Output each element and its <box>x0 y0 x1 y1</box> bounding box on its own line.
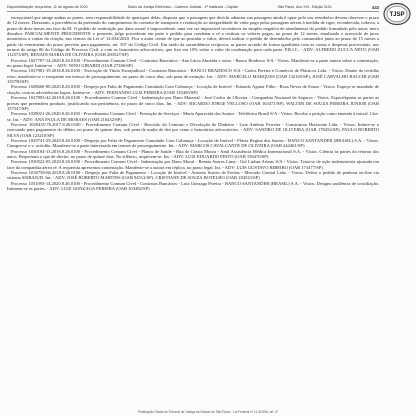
notice-paragraph: Processo 1030522-05.2020.8.26.0100 - Procedimento Comum Cível - Indenização por Dano Moral - Renata Soares Lima - Gol Linhas Aéreas S/A - Vistos. Trata-se de ação indenizatória ajuizada em face da companhia aérea ré. A requerida apresentou contestação. Manifeste-se a autora em réplica, no prazo legal. Int. - ADV: LUIS GUSTAVO RIBEIRO (OAB 173477/SP) <box>7 159 379 170</box>
publication-body <box>7 15 379 191</box>
notice-paragraph: Processo 1029741-29.2020.8.26.0100 - Despejo por Falta de Pagamento Cumulado Com Cobrança - Locação de Imóvel - Flávia Regina dos Santos - BANCO SANTANDER (BRASIL) S.A. - Vistos. Cumpra-se o v. acórdão. Manifeste-se a parte interessada em termos de prosseguimento. Int. - ADV: MARCOS CAVALCANTE DE OLIVEIRA (OAB 244461/SP) <box>7 137 379 149</box>
header-journal: Diário da Justiça Eletrônico - Caderno Judicial - 1ª Instância - Capital <box>127 5 238 9</box>
notice-paragraph: Processo 1031093-14.2020.8.26.0100 - Procedimento Comum Cível - Contratos Bancários - Luiz Gonzaga Pereira - BANCO SANTANDER (BRASIL) S.A. - Vistos. Designo audiência de conciliação. Intimem-se as partes. - ADV: LUIZ GONZAGA PEREIRA (OAB 103492/SP) <box>7 180 379 191</box>
notice-paragraph: Processo 1030758-66.2018.8.26.0100 - Despejo por Falta de Pagamento - Locação de Imóvel - Antonio Soares de Freitas - Mercado Central Ltda. - Vistos. Defiro o pedido de penhora on-line via sistema SISBAJUD. Int. - ADV: JOSÉ ROBERTO MARTINS (OAB 94512/SP), CRISTIANE DE SOUZA BOTELHO (OAB 184523/SP) <box>7 169 379 181</box>
notice-paragraph: excepcional que atinge ambas as partes, sem responsabilidade de quaisquer delas, disposta que a passagem que decidir adiantar sua passagem ainda é optar pelo seu reembolso devem observar o prazo de 12 meses. Deixaram, a providência da pretensão do cumprimento do contrato de transporte e restituição ao integralidade do valor pago pelas passagens aéreas à medida de rigor, reconhecida, todavia, a prazo de doze meses em face da M. O pedido de restituição por dano moral é improcedente, uma vez ser impossível reconhecer na simples negativa de atendimento do pedido formulado pelo autor, mero dissabor. PARCIALMENTE PROCEDENTE o presente, julgo procedente em parte o pedido para condenar a ré a restituir os valores pagos, no prazo de 12 meses, atualizado e acrescido de juros moratórios a contar da citação, nos termos da Lei n° 14.034/2020. Fica o autor ciente de que ao postular o valor, deverá indicar o pedido de desembolso pelo consumidor junto ao prazo de 15 meses a partir do vencimento do prazo previsto para pagamento, art. 397 do Código Civil. Em razão da sucumbência recíproca, as partes arcarão de forma igualitária com as custas e despesas processuais, nos termos do artigo 86 do Código de Processo Civil, e com os honorários advocatícios, que fixo em 10% sobre o valor da condenação para cada parte. P.R.I.C. - ADV: ALFREDO ZUCCA NETO (OAB 112573/SP), RENATE MARIA DE OLIVEIRA (OAB 200527/SP) <box>7 15 379 58</box>
notice-paragraph: Processo 1027993-42.2019.8.26.0100 - Procedimento Comum Cível - Indenização por Dano Material - José Carlos de Oliveira - Companhia Nacional de Seguros - Vistos. Especifiquem as partes as provas que pretendem produzir, justificando sua pertinência, no prazo de cinco dias. Int. - ADV: RICARDO JORGE VELLOSO (OAB 163471/SP), WALTER DE SOUZA PEREIRA JUNIOR (OAB 157547/SP) <box>7 95 379 111</box>
page-footer: Publicação Oficial do Tribunal de Justiça do Estado de São Paulo - Lei Federal nº 11.419/06, art. 4º <box>137 410 279 414</box>
notice-paragraph: Processo 1028660-80.2020.8.26.0100 - Despejo por Falta de Pagamento Cumulado Com Cobrança - Locação de Imóvel - Eduardo Aguiar Filho - Rosa Neves de Souza - Vistos. Expeça-se mandado de citação, com as advertências legais. Intime-se. - ADV: FERNANDO LUIZ PEREIRA (OAB 135465/SP) <box>7 84 379 95</box>
notice-paragraph: Processo 1030184-13.2016.8.26.0100 - Procedimento Comum Cível - Planos de Saúde - Rita de Cássia Moura - Amil Assistência Médica Internacional S.A. - Vistos. Ciência às partes do retorno dos autos. Requeiram o que de direito, no prazo de quinze dias. No silêncio, arquivem-se. Int. - ADV: LUIZ EDUARDO PINTO (OAB 158470/SP) <box>7 148 379 159</box>
header-edition: São Paulo, Ano XIII - Edição 3101 <box>277 5 332 9</box>
seal-text: TJSP <box>389 12 405 19</box>
court-seal-icon <box>382 2 412 26</box>
notice-paragraph: Processo 1029021-26.2020.8.26.0100 - Procedimento Comum Cível - Prestação de Serviços - Maria Aparecida dos Santos - Telefônica Brasil S/A - Vistos. Recebo a petição como emenda à inicial. Cite-se. Int. - ADV: ANA PAULA DE MORAES (OAB 216432/SP) <box>7 111 379 122</box>
page-number: 443 <box>371 5 379 10</box>
notice-paragraph: Processo 1027787-14.2020.8.26.0100 - Procedimento Comum Cível - Contratos Bancários - Ana Lúcia Almeida e outro - Banco Bradesco S/A - Vistos. Manifeste-se a parte autora sobre a contestação, no prazo legal. Intime-se. - ADV: NINO GIRARDI (OAB 27386/SP) <box>7 57 379 69</box>
notice-paragraph: Processo 1027981-19.2016.8.26.0100 - Execução de Título Extrajudicial - Contratos Bancários - BANCO BRADESCO S/A - Carlos Pereira e Comércio de Plásticos Ltda. - Vistos. Diante da certidão retro, manifeste-se o exequente em termos de prosseguimento, no prazo de cinco dias, sob pena de extinção. Int. - ADV: MARCELO MARQUES (OAB 132165/SP), JOSÉ CARVALHO BACCHI (OAB 135790/SP) <box>7 68 379 85</box>
page-header <box>7 5 379 12</box>
notice-paragraph: Processo 1029435-76.2017.8.26.0100 - Procedimento Comum Cível - Rescisão do Contrato e Devolução do Dinheiro - Luiz Antônio Ferreira - Construtora Horizonte Ltda. - Vistos. Intime-se o executado para pagamento do débito, no prazo de quinze dias, sob pena de multa de dez por cento e honorários advocatícios. - ADV: SANDRO DE OLIVEIRA (OAB 178452/SP), PAULO ROBERTO SILVA (OAB 123210/SP) <box>7 121 379 138</box>
header-date: Disponibilização: terça-feira, 11 de agosto de 2020 <box>7 5 88 9</box>
